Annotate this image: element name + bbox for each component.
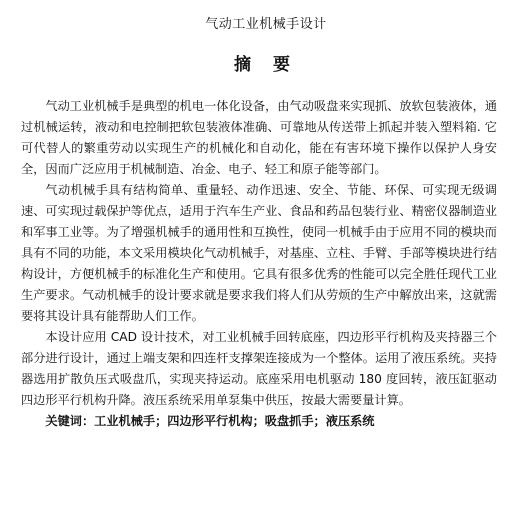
abstract-heading: 摘 要 (234, 55, 298, 75)
keywords-line: 关键词：工业机械手；四边形平行机构；吸盘抓手；液压系统 (45, 414, 375, 428)
document-title: 气动工业机械手设计 (205, 17, 327, 32)
abstract-paragraph: 气动机械手具有结构简单、重量轻、动作迅速、安全、节能、环保、可实现无级调速、可实现过载保护等优点，适用于汽车生产业、食品和药品包装行业、精密仪器制造业和军事工业等。为了增强机械手的通用性和互换性，使同一机械手由于应用不同的模块而具有不同的功能，本文采用模块化气动机械手，对基座、立柱、手臂、手部等模块进行结构设计，方便机械手的标准化生产和使用。它具有很多优秀的性能可以完全胜任现代工业生产要求。气动机械手的设计要求就是要求我们将人们从劳烦的生产中解放出来，这就需要将其设计具有能帮助人们工作。 (21, 183, 497, 323)
abstract-body (21, 96, 497, 432)
abstract-paragraph: 本设计应用 CAD 设计技术，对工业机械手回转底座，四边形平行机构及夹持器三个部分进行设计，通过上端支架和四连杆支撑架连接成为一个整体。运用了液压系统。夹持器选用扩散负压式吸盘爪，实现夹持运动。底座采用电机驱动 180 度回转，液压缸驱动四边形平行机构升降。液压系统采用单泵集中供压，按最大需要量计算。 (21, 330, 497, 407)
abstract-paragraph: 气动工业机械手是典型的机电一体化设备，由气动吸盘来实现抓、放软包装液体，通过机械运转，液动和电控制把软包装液体准确、可靠地从传送带上抓起并装入塑料箱. 它可代替人的繁重劳动以实现生产的机械化和自动化，能在有害环境下操作以保护人身安全，因而广泛应用于机械制造、冶金、电子、轻工和原子能等部门。 (21, 99, 497, 176)
